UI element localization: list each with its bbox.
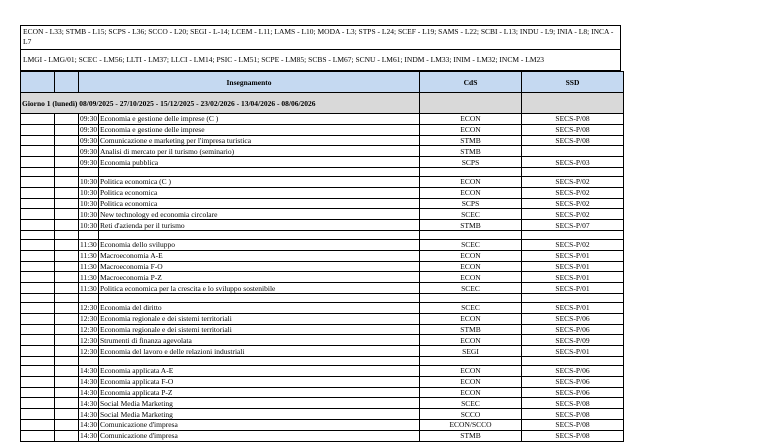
row-ssd: SECS-P/06 xyxy=(522,387,624,398)
row-course: Politica economica xyxy=(99,187,420,198)
row-time: 14:30 xyxy=(80,431,98,441)
table-row xyxy=(21,430,624,441)
day-label: Giorno 1 (lunedì) 08/09/2025 - 27/10/2025 - 15/12/2025 - 23/02/2026 - 13/04/2026 - 08/06/2026 xyxy=(21,93,420,114)
table-row xyxy=(21,261,624,272)
row-ssd: SECS-P/01 xyxy=(522,272,624,283)
row-blank-cell xyxy=(21,114,55,125)
row-ssd: SECS-P/08 xyxy=(522,114,624,125)
row-cds: SCEC xyxy=(420,209,522,220)
row-course: Comunicazione e marketing per l'impresa turistica xyxy=(99,135,420,146)
row-blank-cell xyxy=(21,176,55,187)
row-cds: ECON xyxy=(420,313,522,324)
row-time: 11:30 xyxy=(80,283,97,293)
row-blank-cell xyxy=(21,283,55,294)
row-ssd: SECS-P/08 xyxy=(522,430,624,441)
row-ssd: SECS-P/08 xyxy=(522,398,624,409)
row-blank-cell xyxy=(21,261,55,272)
row-ssd: SECS-P/03 xyxy=(522,157,624,168)
row-ssd: SECS-P/01 xyxy=(522,250,624,261)
table-row xyxy=(21,114,624,125)
row-blank-cell xyxy=(21,146,55,157)
row-course: Economia applicata A-E xyxy=(99,365,420,376)
table-row xyxy=(21,324,624,335)
row-blank-cell xyxy=(21,419,55,430)
row-time: 10:30 xyxy=(80,188,98,198)
row-blank-cell xyxy=(21,209,55,220)
row-blank-cell xyxy=(55,283,79,294)
row-time: 10:30 xyxy=(80,209,98,219)
row-ssd: SECS-P/06 xyxy=(522,313,624,324)
table-row xyxy=(21,187,624,198)
row-ssd: SECS-P/06 xyxy=(522,365,624,376)
row-cds: ECON xyxy=(420,272,522,283)
table-row xyxy=(21,376,624,387)
row-blank-cell xyxy=(55,124,79,135)
row-cds: ECON xyxy=(420,387,522,398)
row-ssd: SECS-P/02 xyxy=(522,239,624,250)
row-blank-cell xyxy=(21,220,55,231)
row-blank-cell xyxy=(21,135,55,146)
row-cds: SCEC xyxy=(420,239,522,250)
row-course: Economia regionale e dei sistemi territoriali xyxy=(99,324,420,335)
row-time: 10:30 xyxy=(80,177,98,187)
row-ssd: SECS-P/08 xyxy=(522,419,624,430)
row-blank-cell xyxy=(21,335,55,346)
row-blank-cell xyxy=(21,346,55,357)
row-ssd: SECS-P/07 xyxy=(522,220,624,231)
row-time: 09:30 xyxy=(80,114,98,124)
row-course: Strumenti di finanza agevolata xyxy=(99,335,420,346)
row-ssd: SECS-P/06 xyxy=(522,324,624,335)
row-blank-cell xyxy=(21,324,55,335)
row-blank-cell xyxy=(21,398,55,409)
row-cds: ECON xyxy=(420,250,522,261)
row-time: 10:30 xyxy=(80,198,98,208)
row-blank-cell xyxy=(21,376,55,387)
header-row xyxy=(21,72,624,93)
row-course: Economia regionale e dei sistemi territoriali xyxy=(99,313,420,324)
row-cds: SEGI xyxy=(420,346,522,357)
row-ssd: SECS-P/08 xyxy=(522,124,624,135)
row-course: Economia e gestione delle imprese (C ) xyxy=(99,114,420,125)
row-blank-cell xyxy=(55,324,79,335)
row-time: 10:30 xyxy=(80,220,98,230)
row-blank-cell xyxy=(21,187,55,198)
row-course: Social Media Marketing xyxy=(99,398,420,409)
row-time: 09:30 xyxy=(80,125,98,135)
row-ssd: SECS-P/08 xyxy=(522,135,624,146)
table-row xyxy=(21,283,624,294)
spacer-row xyxy=(21,167,624,176)
table-row xyxy=(21,157,624,168)
table-row xyxy=(21,124,624,135)
row-ssd: SECS-P/02 xyxy=(522,209,624,220)
row-blank-cell xyxy=(21,198,55,209)
row-time: 11:30 xyxy=(80,261,97,271)
table-row xyxy=(21,250,624,261)
row-time: 11:30 xyxy=(80,272,97,282)
row-course: Economia del diritto xyxy=(99,302,420,313)
row-blank-cell xyxy=(21,157,55,168)
table-row xyxy=(21,387,624,398)
header-cds: CdS xyxy=(420,72,522,93)
row-course: Macroeconomia P-Z xyxy=(99,272,420,283)
row-cds: SCEC xyxy=(420,283,522,294)
row-ssd: SECS-P/01 xyxy=(522,283,624,294)
row-blank-cell xyxy=(55,220,79,231)
row-cds: ECON xyxy=(420,187,522,198)
row-cds: ECON xyxy=(420,365,522,376)
row-course: Economia applicata P-Z xyxy=(99,387,420,398)
row-blank-cell xyxy=(21,409,55,420)
row-ssd: SECS-P/02 xyxy=(522,198,624,209)
row-ssd: SECS-P/02 xyxy=(522,176,624,187)
row-time: 14:30 xyxy=(80,377,98,387)
row-cds: ECON xyxy=(420,261,522,272)
row-blank-cell xyxy=(55,114,79,125)
row-blank-cell xyxy=(21,272,55,283)
row-blank-cell xyxy=(55,346,79,357)
row-blank-cell xyxy=(21,387,55,398)
row-cds: SCPS xyxy=(420,157,522,168)
row-course: Politica economica xyxy=(99,198,420,209)
row-time: 14:30 xyxy=(80,409,98,419)
row-blank-cell xyxy=(21,250,55,261)
legend-master: LMGI - LMG/01; SCEC - LM56; LLTI - LM37; LLCI - LM14; PSIC - LM51; SCPE - LM85; SCBS - LM67; SCNU - LM61; INDM - LM33; INIM - LM32; INCM - LM23 xyxy=(20,50,621,71)
row-cds: STMB xyxy=(420,220,522,231)
row-course: Economia dello sviluppo xyxy=(99,239,420,250)
row-cds: ECON/SCCO xyxy=(420,419,522,430)
row-blank-cell xyxy=(55,335,79,346)
row-cds: SCEC xyxy=(420,302,522,313)
day-row xyxy=(21,93,624,114)
row-course: Economia e gestione delle imprese xyxy=(99,124,420,135)
row-cds: ECON xyxy=(420,124,522,135)
row-blank-cell xyxy=(21,430,55,441)
row-blank-cell xyxy=(55,250,79,261)
row-cds: ECON xyxy=(420,376,522,387)
row-blank-cell xyxy=(55,365,79,376)
row-time: 14:30 xyxy=(80,387,98,397)
table-row xyxy=(21,220,624,231)
row-blank-cell xyxy=(55,198,79,209)
legend-bachelor: ECON - L33; STMB - L15; SCPS - L36; SCCO - L20; SEGI - L-14; LCEM - L11; LAMS - L10; MODA - L3; STPS - L24; SCEF - L19; SAMS - L22; SCBI - L13; INDU - L9; INIA - L8; INCA - L7 xyxy=(20,25,621,50)
table-row xyxy=(21,146,624,157)
row-course: Comunicazione d'impresa xyxy=(99,419,420,430)
row-blank-cell xyxy=(21,365,55,376)
row-time: 11:30 xyxy=(80,251,97,261)
row-blank-cell xyxy=(55,176,79,187)
row-blank-cell xyxy=(55,272,79,283)
row-blank-cell xyxy=(55,302,79,313)
row-cds: STMB xyxy=(420,324,522,335)
row-course: Economia pubblica xyxy=(99,157,420,168)
row-course: Politica economica per la crescita e lo sviluppo sostenibile xyxy=(99,283,420,294)
row-cds: SCEC xyxy=(420,398,522,409)
table-row xyxy=(21,272,624,283)
row-blank-cell xyxy=(21,124,55,135)
row-cds: SCCO xyxy=(420,409,522,420)
row-ssd xyxy=(522,146,624,157)
row-blank-cell xyxy=(55,409,79,420)
row-blank-cell xyxy=(21,313,55,324)
row-cds: STMB xyxy=(420,135,522,146)
spacer-row xyxy=(21,230,624,239)
table-row xyxy=(21,398,624,409)
row-time: 14:30 xyxy=(80,398,98,408)
spacer-row xyxy=(21,293,624,302)
row-cds: ECON xyxy=(420,335,522,346)
row-time: 09:30 xyxy=(80,157,98,167)
row-blank-cell xyxy=(55,419,79,430)
row-blank-cell xyxy=(55,135,79,146)
row-blank-cell xyxy=(55,261,79,272)
row-course: Social Media Marketing xyxy=(99,409,420,420)
row-blank-cell xyxy=(21,239,55,250)
row-blank-cell xyxy=(55,187,79,198)
table-row xyxy=(21,209,624,220)
row-ssd: SECS-P/01 xyxy=(522,302,624,313)
row-blank-cell xyxy=(55,387,79,398)
row-cds: STMB xyxy=(420,430,522,441)
row-time: 12:30 xyxy=(80,314,98,324)
row-blank-cell xyxy=(55,313,79,324)
table-row xyxy=(21,409,624,420)
row-blank-cell xyxy=(55,430,79,441)
row-time: 12:30 xyxy=(80,324,98,334)
table-row xyxy=(21,419,624,430)
row-blank-cell xyxy=(21,302,55,313)
spacer-row xyxy=(21,356,624,365)
row-course: New technology ed economia circolare xyxy=(99,209,420,220)
row-ssd: SECS-P/01 xyxy=(522,261,624,272)
row-blank-cell xyxy=(55,157,79,168)
row-course: Economia del lavoro e delle relazioni industriali xyxy=(99,346,420,357)
row-time: 14:30 xyxy=(80,420,98,430)
row-blank-cell xyxy=(55,209,79,220)
table-row xyxy=(21,346,624,357)
row-cds: SCPS xyxy=(420,198,522,209)
row-blank-cell xyxy=(55,398,79,409)
header-ssd: SSD xyxy=(522,72,624,93)
schedule-table xyxy=(20,71,624,442)
row-course: Politica economica (C ) xyxy=(99,176,420,187)
row-course: Comunicazione d'impresa xyxy=(99,430,420,441)
table-row xyxy=(21,198,624,209)
table-row xyxy=(21,335,624,346)
timetable-page xyxy=(20,25,621,442)
table-row xyxy=(21,176,624,187)
table-row xyxy=(21,239,624,250)
row-time: 14:30 xyxy=(80,366,98,376)
row-time: 11:30 xyxy=(80,240,97,250)
row-blank-cell xyxy=(55,239,79,250)
row-course: Macroeconomia F-O xyxy=(99,261,420,272)
table-row xyxy=(21,365,624,376)
row-cds: ECON xyxy=(420,176,522,187)
row-ssd: SECS-P/06 xyxy=(522,376,624,387)
row-course: Reti d'azienda per il turismo xyxy=(99,220,420,231)
row-course: Economia applicata F-O xyxy=(99,376,420,387)
header-course: Insegnamento xyxy=(79,72,420,93)
table-row xyxy=(21,302,624,313)
row-ssd: SECS-P/08 xyxy=(522,409,624,420)
row-time: 12:30 xyxy=(80,346,98,356)
row-time: 12:30 xyxy=(80,335,98,345)
row-course: Macroeconomia A-E xyxy=(99,250,420,261)
table-row xyxy=(21,313,624,324)
row-time: 09:30 xyxy=(80,146,98,156)
row-ssd: SECS-P/09 xyxy=(522,335,624,346)
row-cds: ECON xyxy=(420,114,522,125)
table-row xyxy=(21,135,624,146)
row-blank-cell xyxy=(55,376,79,387)
row-time: 12:30 xyxy=(80,303,98,313)
row-blank-cell xyxy=(55,146,79,157)
row-ssd: SECS-P/02 xyxy=(522,187,624,198)
row-time: 09:30 xyxy=(80,135,98,145)
row-ssd: SECS-P/01 xyxy=(522,346,624,357)
row-course: Analisi di mercato per il turismo (seminario) xyxy=(99,146,420,157)
row-cds: STMB xyxy=(420,146,522,157)
